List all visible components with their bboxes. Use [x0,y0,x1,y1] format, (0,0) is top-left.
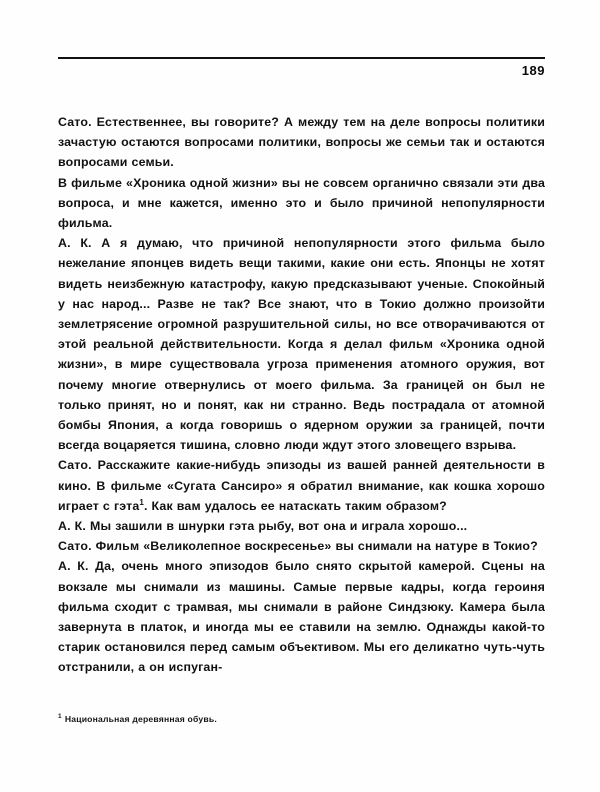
paragraph [58,516,545,536]
speaker-label: Сато. [58,539,92,554]
paragraph-text: А я думаю, что причиной непопулярности этого фильма было нежелание японцев видеть вещи такими, какие они есть. Японцы не хотят видеть неизбежную катастрофу, какую предсказывают ученые. Спокойный у нас народ... Разве не так? Все знают, что в Токио должно произойти землетрясение огромной разрушительной силы, но все отворачиваются от этой реальной действительности. Когда я делал фильм «Хроника одной жизни», в мире существовала угроза применения атомного оружия, вот почему многие отвернулись от моего фильма. За границей он был не только принят, но и понят, как ни странно. Ведь пострадала от атомной бомбы Япония, а когда говоришь о ядерном оружии за границей, почти всегда воцаряется тишина, словно люди ждут этого зловещего взрыва. [58,236,545,453]
paragraph-text: В фильме «Хроника одной жизни» вы не совсем органично связали эти два вопроса, и мне кажется, именно это и было причиной непопулярности фильма. [58,175,545,231]
paragraph-text-continued: . Как вам удалось ее натаскать таким образом? [143,498,447,513]
paragraph-text: Расскажите какие-нибудь эпизоды из вашей ранней деятельности в кино. В фильме «Сугата Сансиро» я обратил внимание, как кошка хорошо играет с гэта [58,458,545,513]
paragraph [58,233,545,455]
paragraph [58,536,545,556]
header-rule [58,57,545,59]
page-number: 189 [521,63,545,78]
paragraph [58,556,545,677]
footnote-text: Национальная деревянная обувь. [64,714,217,724]
speaker-label: А. К. [58,559,89,574]
speaker-label: А. К. [58,519,86,534]
paragraph-text: Мы зашили в шнурки гэта рыбу, вот она и играла хорошо... [86,519,468,534]
footnote-marker: 1 [58,713,62,721]
footnote-reference[interactable]: 1 [139,497,144,507]
paragraph [58,112,545,173]
paragraph [58,173,545,234]
paragraph [58,455,545,516]
footnote [58,713,498,725]
paragraph-text: Естественнее, вы говорите? А между тем на деле вопросы политики зачастую остаются вопросами политики, вопросы же семьи так и остаются вопросами семьи. [58,115,545,170]
page-header [58,57,545,77]
text-column [58,112,545,678]
paragraph-text: Да, очень много эпизодов было снято скрытой камерой. Сцены на вокзале мы снимали из машины. Самые первые кадры, когда героиня фильма сходит с трамвая, мы снимали в районе Синдзюку. Камера была завернута в платок, и иногда мы ее ставили на землю. Однажды какой-то старик остановился перед самым объективом. Мы его деликатно чуть-чуть отстранили, а он испуган- [58,559,545,675]
speaker-label: Сато. [58,115,92,129]
speaker-label: Сато. [58,458,92,473]
paragraph-text: Фильм «Великолепное воскресенье» вы снимали на натуре в Токио? [91,539,538,554]
speaker-label: А. К. [58,236,92,251]
